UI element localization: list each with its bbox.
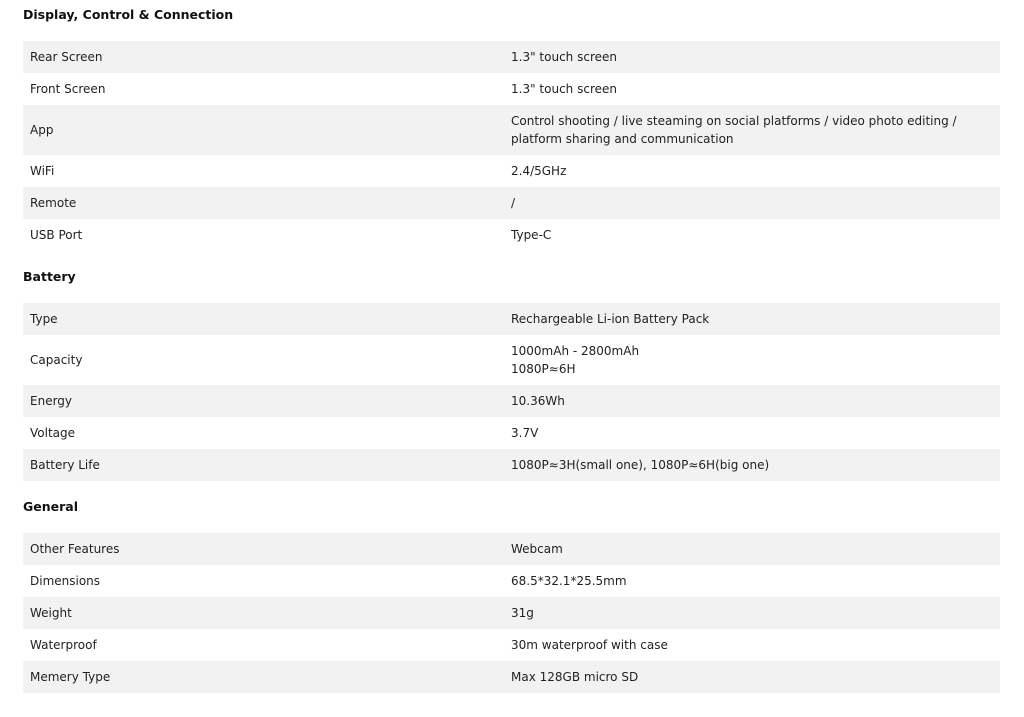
spec-value-line: / (511, 196, 516, 210)
spec-label: Rear Screen (30, 50, 103, 64)
spec-table-battery (23, 303, 1000, 481)
spec-row (23, 385, 1000, 417)
spec-row (23, 449, 1000, 481)
spec-value-line: 1000mAh - 2800mAh (511, 344, 640, 358)
spec-table-general (23, 533, 1000, 693)
spec-value-line: 2.4/5GHz (511, 164, 567, 178)
spec-label: Other Features (30, 542, 120, 556)
spec-label: Energy (30, 394, 73, 408)
spec-value-line: 31g (511, 606, 534, 620)
spec-row (23, 303, 1000, 335)
spec-value-line: Control shooting / live steaming on social platforms / video photo editing / (511, 114, 957, 128)
spec-value-line: 68.5*32.1*25.5mm (511, 574, 627, 588)
spec-label: USB Port (30, 228, 83, 242)
spec-value-line: 3.7V (511, 426, 539, 440)
spec-label: Weight (30, 606, 72, 620)
spec-value-line: 1080P≈3H(small one), 1080P≈6H(big one) (511, 458, 770, 472)
spec-row (23, 533, 1000, 565)
spec-value-line: Max 128GB micro SD (511, 670, 639, 684)
spec-label: Dimensions (30, 574, 101, 588)
spec-value (511, 48, 1000, 66)
spec-row (23, 187, 1000, 219)
spec-value (511, 604, 1000, 622)
spec-row (23, 41, 1000, 73)
spec-table-display-control-connection (23, 41, 1000, 251)
spec-label: Capacity (30, 353, 83, 367)
spec-label: Memery Type (30, 670, 111, 684)
spec-value (511, 424, 1000, 442)
spec-value-line: Webcam (511, 542, 563, 556)
spec-label: Remote (30, 196, 77, 210)
spec-value (511, 668, 1000, 686)
spec-row (23, 335, 1000, 385)
spec-value (511, 636, 1000, 654)
spec-value-line: 1.3" touch screen (511, 82, 617, 96)
spec-value (511, 226, 1000, 244)
spec-value-line: 1.3" touch screen (511, 50, 617, 64)
spec-label: Type (30, 312, 58, 326)
spec-value-line: 30m waterproof with case (511, 638, 668, 652)
spec-value (511, 540, 1000, 558)
spec-value (511, 342, 1000, 378)
spec-row (23, 629, 1000, 661)
spec-value (511, 456, 1000, 474)
spec-row (23, 219, 1000, 251)
spec-value (511, 194, 1000, 212)
spec-value-line: 10.36Wh (511, 394, 565, 408)
spec-value (511, 162, 1000, 180)
spec-value (511, 572, 1000, 590)
section-title-display-control-connection: Display, Control & Connection (23, 7, 234, 22)
spec-value (511, 310, 1000, 328)
spec-value (511, 112, 1000, 148)
spec-value-line: Rechargeable Li-ion Battery Pack (511, 312, 710, 326)
section-title-battery: Battery (23, 269, 76, 284)
spec-row (23, 417, 1000, 449)
spec-row (23, 105, 1000, 155)
spec-value-line: platform sharing and communication (511, 132, 734, 146)
spec-label: App (30, 123, 54, 137)
spec-row (23, 597, 1000, 629)
spec-row (23, 73, 1000, 105)
spec-label: Front Screen (30, 82, 106, 96)
spec-row (23, 661, 1000, 693)
spec-label: Voltage (30, 426, 76, 440)
spec-value (511, 392, 1000, 410)
spec-label: Waterproof (30, 638, 97, 652)
spec-value-line: 1080P≈6H (511, 362, 576, 376)
section-title-general: General (23, 499, 78, 514)
spec-row (23, 155, 1000, 187)
spec-row (23, 565, 1000, 597)
spec-value (511, 80, 1000, 98)
spec-label: WiFi (30, 164, 55, 178)
spec-label: Battery Life (30, 458, 100, 472)
spec-value-line: Type-C (511, 228, 552, 242)
